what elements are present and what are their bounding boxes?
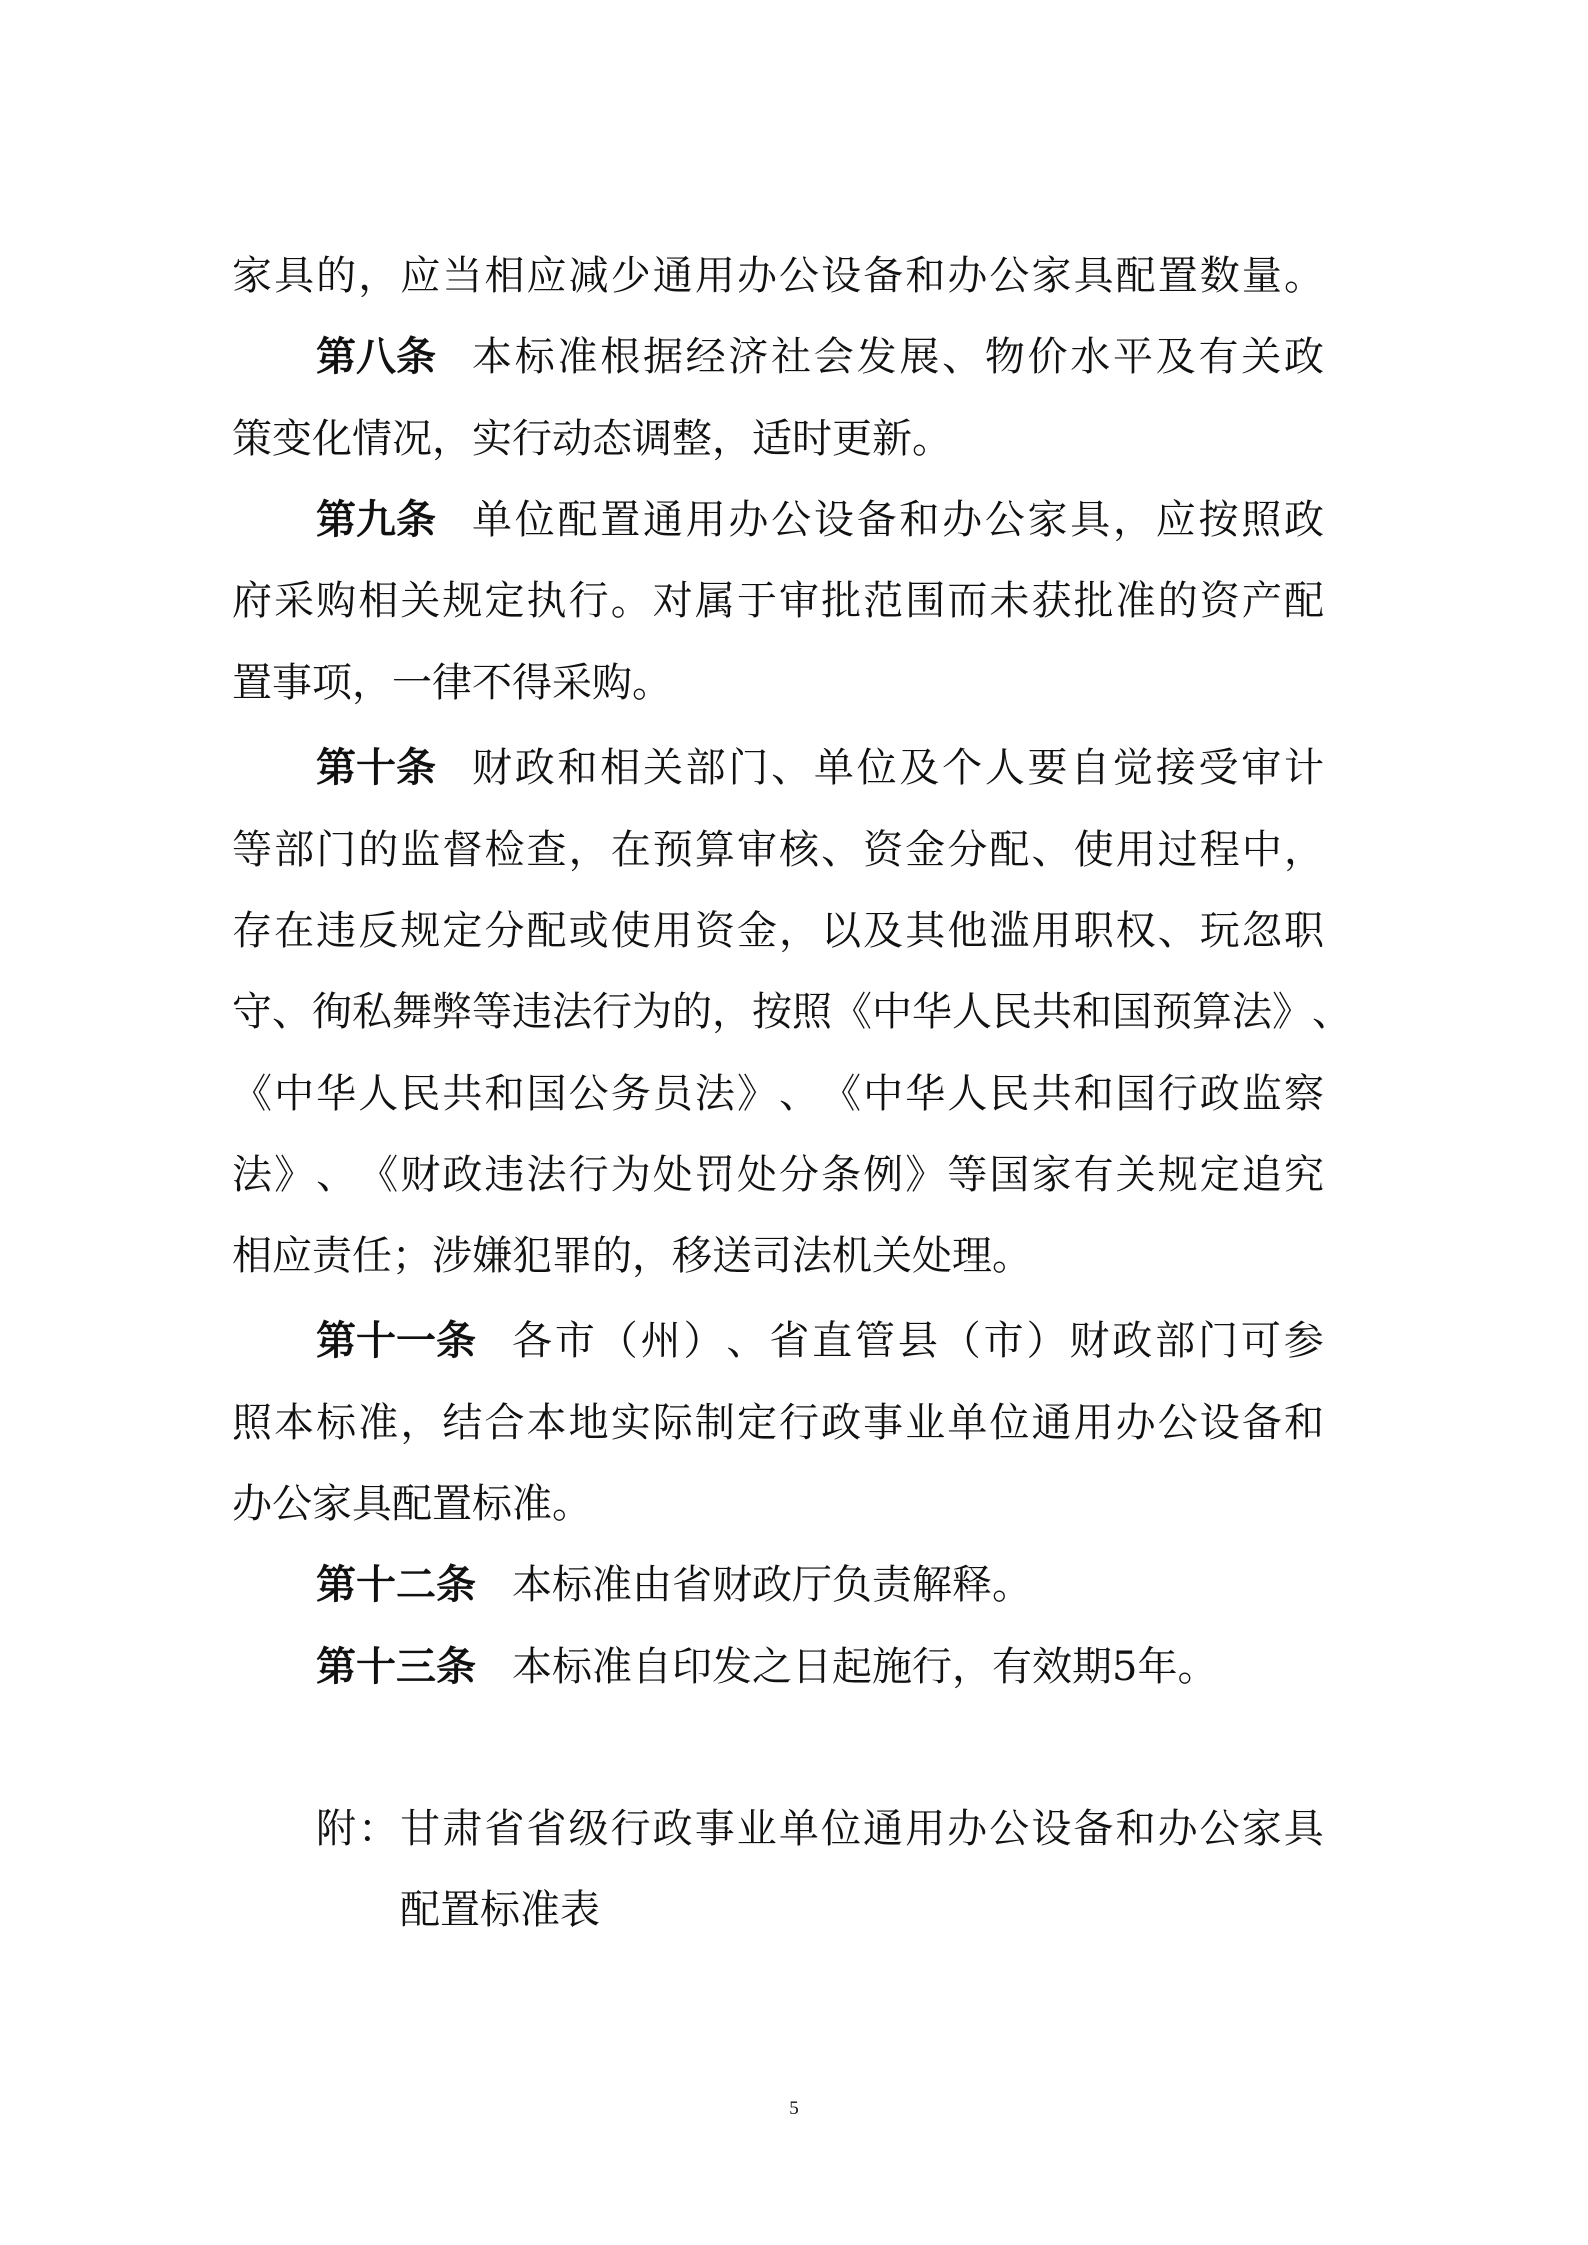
article-heading: 第十一条 [316, 1317, 476, 1364]
article-heading: 第九条 [316, 496, 436, 543]
article-12 [316, 1561, 1032, 1609]
article-heading: 第十二条 [316, 1561, 476, 1608]
text-line: 等 部 门 的 监 督 检 查 ， 在 预 算 审 核 、 资 金 分 配 、 使 用 过 程 中 ， [232, 827, 1324, 873]
article-text: 本标准自印发之日起施行，有效期5年。 [512, 1644, 1218, 1690]
attachment-note-continuation: 配置标准表 [400, 1887, 600, 1933]
article-text: 各 市 （ 州 ） 、 省 直 管 县 （ 市 ） 财 政 部 门 可 参 [512, 1318, 1324, 1364]
text-line: 守 、 徇 私 舞 弊 等 违 法 行 为 的 ， 按 照 《 中 华 人 民 共 和 国 预 算 法 》 、 [232, 989, 1352, 1035]
article-text: 本 标 准 根 据 经 济 社 会 发 展 、 物 价 水 平 及 有 关 政 [472, 334, 1324, 380]
article-text: 单 位 配 置 通 用 办 公 设 备 和 办 公 家 具 ， 应 按 照 政 [472, 497, 1324, 543]
text-line: 家 具 的 ， 应 当 相 应 减 少 通 用 办 公 设 备 和 办 公 家 具 配 置 数 量 。 [232, 253, 1324, 299]
article-heading: 第十条 [316, 744, 436, 791]
text-line: 置事项，一律不得采购。 [232, 660, 672, 706]
text-line: 相应责任；涉嫌犯罪的，移送司法机关处理。 [232, 1233, 1032, 1279]
page-number: 5 [789, 2098, 799, 2119]
article-8 [316, 333, 1324, 381]
text-line: 府 采 购 相 关 规 定 执 行 。 对 属 于 审 批 范 围 而 未 获 批 准 的 资 产 配 [232, 578, 1324, 624]
article-heading: 第八条 [316, 333, 436, 380]
article-text: 本标准由省财政厅负责解释。 [512, 1562, 1032, 1608]
article-10 [316, 744, 1324, 792]
article-9 [316, 496, 1324, 544]
attachment-note: 附 ： 甘 肃 省 省 级 行 政 事 业 单 位 通 用 办 公 设 备 和 办 公 家 具 [316, 1806, 1324, 1852]
text-line: 办公家具配置标准。 [232, 1481, 592, 1527]
text-line: 照 本 标 准 ， 结 合 本 地 实 际 制 定 行 政 事 业 单 位 通 用 办 公 设 备 和 [232, 1400, 1324, 1446]
article-13 [316, 1643, 1217, 1691]
text-line: 存 在 违 反 规 定 分 配 或 使 用 资 金 ， 以 及 其 他 滥 用 职 权 、 玩 忽 职 [232, 908, 1324, 954]
text-line: 策变化情况，实行动态调整，适时更新。 [232, 416, 952, 462]
text-line: 《 中 华 人 民 共 和 国 公 务 员 法 》 、 《 中 华 人 民 共 和 国 行 政 监 察 [232, 1071, 1324, 1117]
article-11 [316, 1317, 1324, 1365]
article-heading: 第十三条 [316, 1643, 476, 1690]
text-line: 法 》 、 《 财 政 违 法 行 为 处 罚 处 分 条 例 》 等 国 家 有 关 规 定 追 究 [232, 1152, 1324, 1198]
article-text: 财 政 和 相 关 部 门 、 单 位 及 个 人 要 自 觉 接 受 审 计 [472, 745, 1324, 791]
